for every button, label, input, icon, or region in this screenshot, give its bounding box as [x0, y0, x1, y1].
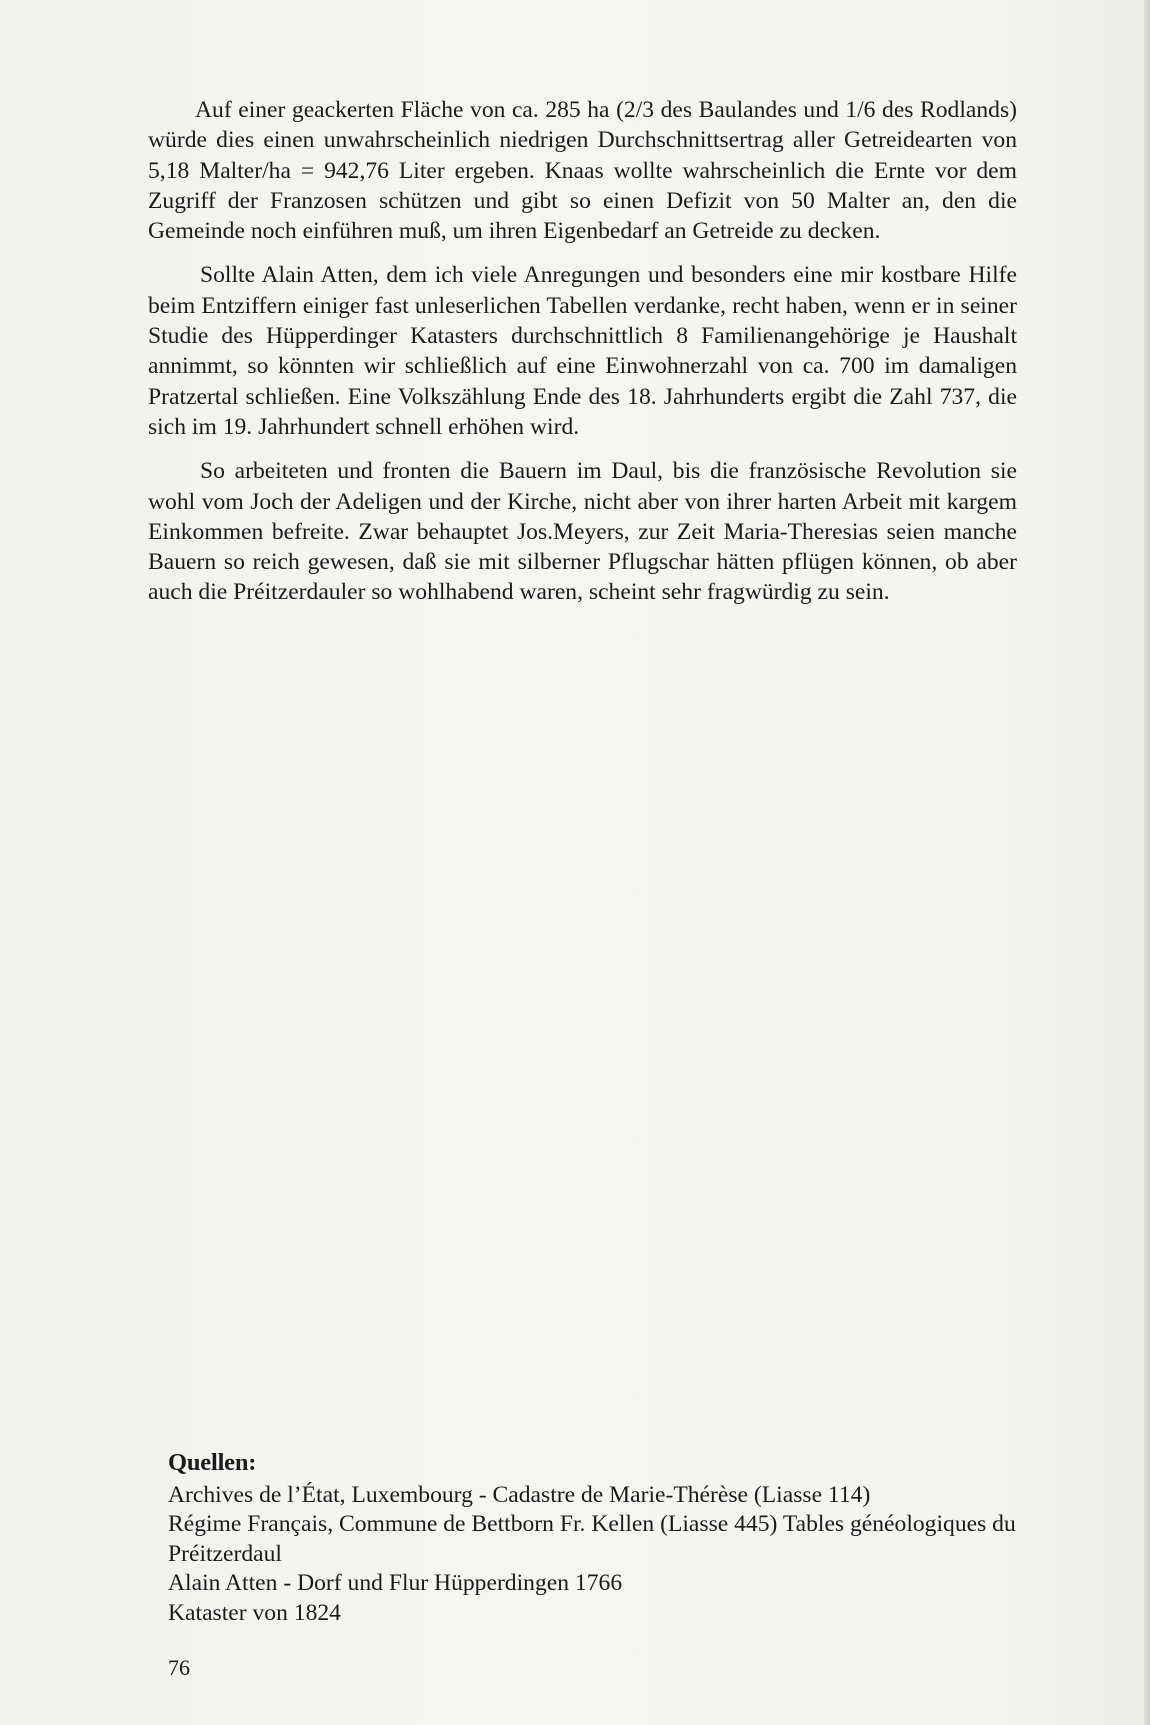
source-item-atten: Alain Atten - Dorf und Flur Hüpperdingen 1766: [168, 1570, 623, 1596]
paragraph-revolution: So arbeiteten und fronten die Bauern im Daul, bis die französische Revolution sie wohl vom Joch der Adeligen und der Kirche, nicht aber von ihrer harten Arbeit mit kargem Einkommen befreite. Zwar behauptet Jos.Meyers, zur Zeit Maria-Theresias seien manche Bauern so reich gewesen, daß sie mit silberner Pflugschar hätten pflügen können, ob aber auch die Préitzerdauler so wohlhabend waren, scheint sehr fragwürdig zu sein.: [148, 458, 1017, 606]
sources-section: [168, 1448, 1048, 1628]
page-edge-shadow: [1144, 0, 1150, 1725]
sources-heading: Quellen:: [168, 1449, 257, 1476]
source-item-archives: Archives de l’État, Luxembourg - Cadastre de Marie-Thérèse (Liasse 114): [168, 1481, 871, 1508]
main-text: [148, 95, 1017, 622]
source-item-regime: Régime Français, Commune de Bettborn Fr. Kellen (Liasse 445) Tables généologiques du Préitzerdaul: [168, 1511, 1016, 1567]
paragraph-harvest-yield: Auf einer geackerten Fläche von ca. 285 ha (2/3 des Baulandes und 1/6 des Rodlands) würde dies einen unwahrscheinlich niedrigen Durchschnittsertrag aller Getreidearten von 5,18 Malter/ha = 942,76 Liter ergeben. Knaas wollte wahrscheinlich die Ernte vor dem Zugriff der Franzosen schützen und gibt so einen Defizit von 50 Malter an, den die Gemeinde noch einführen muß, um ihren Eigenbedarf an Getreide zu decken.: [148, 97, 1017, 245]
page-number: 76: [168, 1655, 190, 1680]
paragraph-population: Sollte Alain Atten, dem ich viele Anregungen und besonders eine mir kostbare Hilfe beim Entziffern einiger fast unleserlichen Tabellen verdanke, recht haben, wenn er in seiner Studie des Hüpperdinger Katasters durchschnittlich 8 Familienangehörige je Haushalt annimmt, so könnten wir schließlich auf eine Einwohnerzahl von ca. 700 im damaligen Pratzertal schließen. Eine Volkszählung Ende des 18. Jahrhunderts ergibt die Zahl 737, die sich im 19. Jahrhundert schnell erhöhen wird.: [148, 262, 1017, 440]
source-item-kataster: Kataster von 1824: [168, 1599, 341, 1626]
